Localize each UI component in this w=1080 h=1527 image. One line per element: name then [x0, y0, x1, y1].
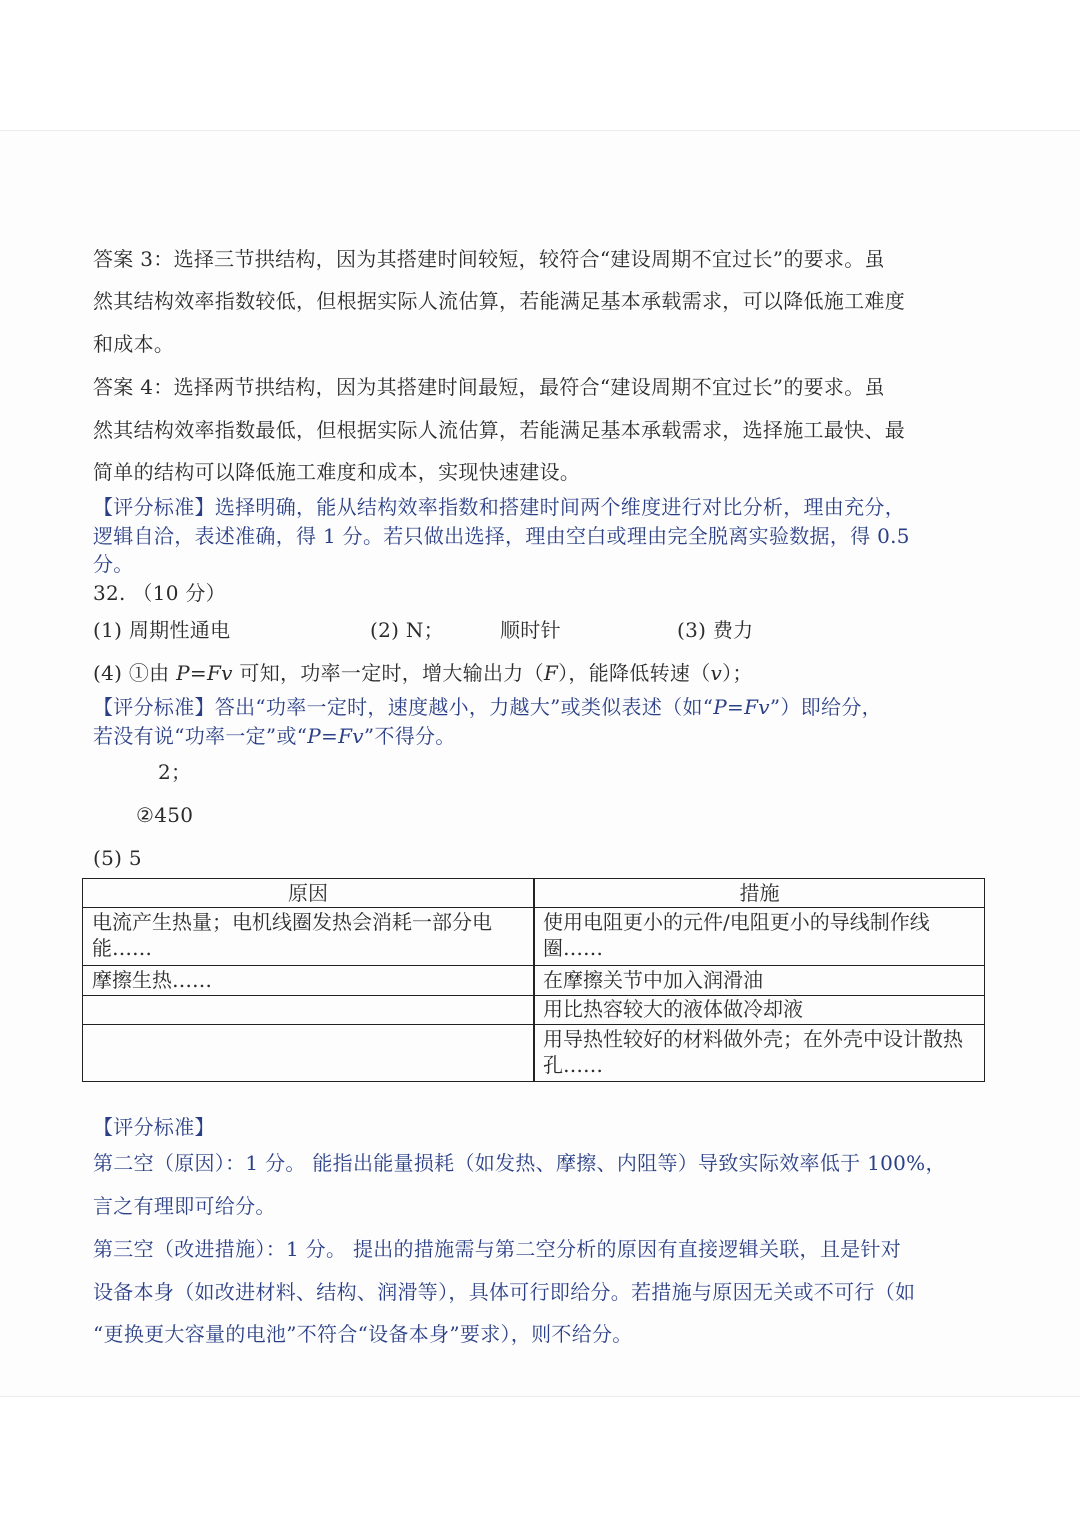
- criteria-text: ”不得分。: [363, 724, 456, 748]
- table-cell-measure: 在摩擦关节中加入润滑油: [543, 968, 763, 992]
- final-criteria-line2: 言之有理即可给分。: [93, 1194, 276, 1218]
- symbol-v: v: [710, 661, 723, 685]
- q32-value-450: ②450: [136, 803, 194, 827]
- answer3-line3: 和成本。: [93, 332, 175, 356]
- final-criteria-line3: 第三空（改进措施）：1 分。 提出的措施需与第二空分析的原因有直接逻辑关联，且是针对: [93, 1237, 902, 1261]
- table-header-measure: 措施: [739, 881, 780, 905]
- criteria31-line2: 逻辑自洽，表述准确，得 1 分。若只做出选择，理由空白或理由完全脱离实验数据，得 0.5: [93, 524, 910, 548]
- formula: P=Fv: [307, 724, 364, 748]
- formula: P=Fv: [713, 695, 770, 719]
- cause-measure-table: [82, 878, 985, 1082]
- table-divider: [83, 1024, 984, 1025]
- table-divider: [83, 907, 984, 908]
- table-cell-cause: 摩擦生热……: [92, 968, 212, 992]
- q32-part3: (3) 费力: [677, 618, 754, 642]
- q32-part5: (5) 5: [93, 846, 142, 870]
- q32-part4-prefix: (4) ①由: [93, 661, 177, 685]
- table-cell-cause: [83, 996, 533, 1024]
- table-cell-measure: 用比热容较大的液体做冷却液: [543, 997, 803, 1021]
- table-cell-cause: 电流产生热量；电机线圈发热会消耗一部分电能……: [92, 910, 492, 960]
- criteria31-line1: [93, 494, 905, 520]
- q32-criteria-line1: [93, 694, 882, 720]
- symbol-F: F: [543, 661, 559, 685]
- table-cell-cause: [83, 1026, 533, 1081]
- q32-part4-text: 可知，功率一定时，增大输出力（: [232, 661, 544, 685]
- q32-part2-direction: 顺时针: [500, 618, 561, 642]
- criteria-tag: 【评分标准】: [93, 495, 215, 519]
- criteria31-text1: 选择明确，能从结构效率指数和搭建时间两个维度进行对比分析，理由充分，: [214, 495, 906, 519]
- answer3-line1: 答案 3：选择三节拱结构，因为其搭建时间较短，较符合“建设周期不宜过长”的要求。虽: [93, 247, 885, 271]
- final-criteria-tag: 【评分标准】: [93, 1115, 215, 1139]
- table-cell-measure: 使用电阻更小的元件/电阻更小的导线制作线圈……: [543, 910, 930, 960]
- criteria-tag: 【评分标准】: [93, 695, 215, 719]
- criteria-text: 答出“功率一定时，速度越小，力越大”或类似表述（如“: [214, 695, 714, 719]
- answer4-line3: 简单的结构可以降低施工难度和成本，实现快速建设。: [93, 460, 581, 484]
- final-criteria-line4: 设备本身（如改进材料、结构、润滑等），具体可行即给分。若措施与原因无关或不可行（如: [93, 1280, 916, 1304]
- answer4-line1: 答案 4：选择两节拱结构，因为其搭建时间最短，最符合“建设周期不宜过长”的要求。虽: [93, 375, 885, 399]
- criteria-text: 若没有说“功率一定”或“: [93, 724, 308, 748]
- q32-value-2: 2；: [158, 760, 192, 784]
- q32-part4: [93, 660, 753, 686]
- q32-criteria-line2: [93, 723, 456, 749]
- q32-title: 32. （10 分）: [93, 581, 226, 605]
- criteria-text: ”）即给分，: [769, 695, 882, 719]
- q32-part2-pole: (2) N；: [370, 618, 444, 642]
- table-cell-measure: 用导热性较好的材料做外壳；在外壳中设计散热孔……: [543, 1027, 963, 1077]
- table-header-cause: 原因: [288, 881, 328, 905]
- q32-part4-end: ）；: [722, 661, 753, 685]
- q32-part1: (1) 周期性通电: [93, 618, 231, 642]
- answer3-line2: 然其结构效率指数较低，但根据实际人流估算，若能满足基本承载需求，可以降低施工难度: [93, 289, 905, 313]
- final-criteria-line1: 第二空（原因）：1 分。 能指出能量损耗（如发热、摩擦、内阻等）导致实际效率低于 100%，: [93, 1151, 946, 1175]
- final-criteria-line5: “更换更大容量的电池”不符合“设备本身”要求），则不给分。: [93, 1322, 633, 1346]
- criteria31-line3: 分。: [93, 552, 134, 576]
- answer4-line2: 然其结构效率指数最低，但根据实际人流估算，若能满足基本承载需求，选择施工最快、最: [93, 418, 905, 442]
- q32-part4-text2: ），能降低转速（: [558, 661, 711, 685]
- formula: P=Fv: [176, 661, 233, 685]
- table-divider: [83, 965, 984, 966]
